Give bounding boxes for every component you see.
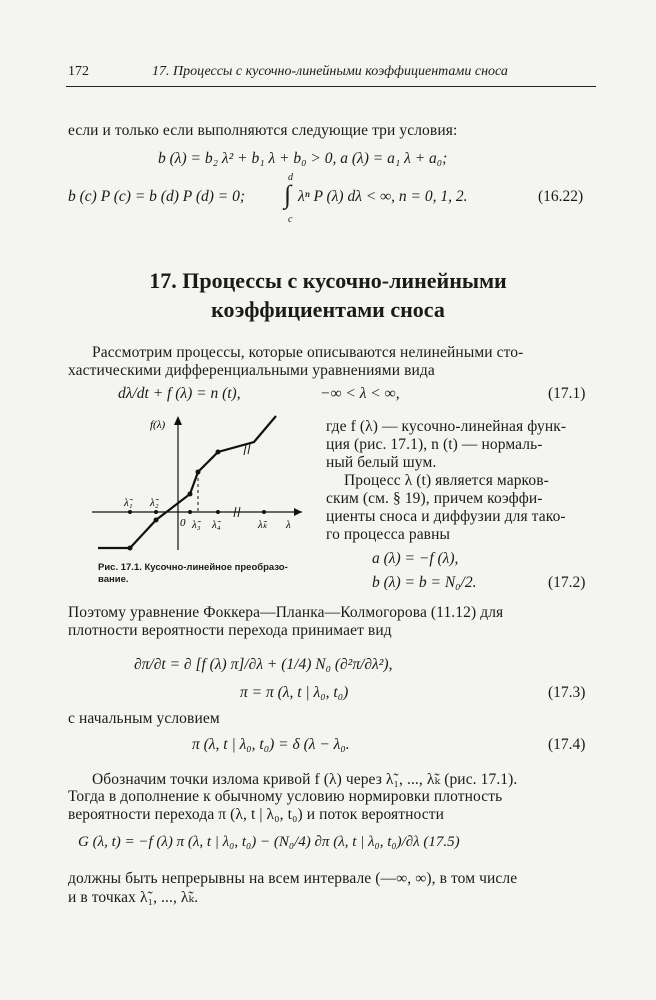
y-axis-arrow (174, 416, 182, 425)
side-text-line: ским (см. § 19), причем коэффи- (326, 490, 543, 507)
side-text-line: где f (λ) — кусочно-линейная функ- (326, 418, 567, 435)
header-rule (66, 86, 596, 87)
side-text-line: циенты сноса и диффузии для тако- (326, 508, 566, 525)
para2-line1: Поэтому уравнение Фоккера—Планка—Колмогорова (11.12) для (68, 604, 504, 621)
equation-17-1-range: −∞ < λ < ∞, (320, 385, 400, 402)
equation-number: (16.22) (538, 188, 584, 205)
figure-piecewise-linear (92, 414, 312, 554)
integral-sign: ∫ (284, 180, 292, 209)
page-number: 172 (68, 64, 89, 79)
running-title: 17. Процессы с кусочно-линейными коэффициентами сноса (152, 64, 508, 79)
equation-diffusion: b (λ) = b = N₀/2. (372, 574, 477, 591)
equation-number: (17.4) (548, 736, 586, 753)
breakpoint (196, 470, 201, 475)
equation-initial: π (λ, t | λ₀, t₀) = δ (λ − λ₀. (192, 736, 350, 753)
breakpoint (154, 518, 159, 523)
x-axis-label: λ (286, 519, 291, 531)
function-curve (98, 416, 276, 548)
figure-caption-line1: Рис. 17.1. Кусочно-линейное преобразо- (98, 562, 288, 573)
figure-caption-line2: вание. (98, 574, 129, 585)
equation-bc: b (c) P (c) = b (d) P (d) = 0; (68, 188, 246, 205)
axis-point (262, 510, 266, 514)
para4-line4: должны быть непрерывны на всем интервале (—∞, ∞), в том числе (68, 870, 518, 887)
breakpoint (216, 450, 221, 455)
para2-line2: плотности вероятности перехода принимает вид (68, 622, 392, 639)
para4-line2: Тогда в дополнение к обычному условию нормировки плотность (68, 788, 503, 805)
y-axis-label: f(λ) (150, 419, 166, 431)
breakpoint (188, 492, 193, 497)
point-label-k: λ̃ₖ (258, 519, 268, 531)
section-title-line1: 17. Процессы с кусочно-линейными (149, 268, 507, 293)
axis-point (128, 510, 132, 514)
integral-body: λⁿ P (λ) dλ < ∞, n = 0, 1, 2. (298, 188, 468, 205)
x-axis-arrow (294, 508, 302, 516)
point-label-2: λ̃₂ (150, 497, 159, 509)
side-text-line: ция (рис. 17.1), n (t) — нормаль- (326, 436, 543, 453)
equation-number: (17.1) (548, 385, 586, 402)
axis-point (154, 510, 158, 514)
equation-b-lambda: b (λ) = b₂ λ² + b₁ λ + b₀ > 0, a (λ) = a₁ λ + a₀; (158, 150, 448, 167)
equation-number: (17.2) (548, 574, 586, 591)
breakpoints (128, 450, 267, 551)
para1-line1: Рассмотрим процессы, которые описываются нелинейными сто- (92, 344, 524, 361)
para4-line5: и в точках λ̃₁, ..., λ̃ₖ. (68, 889, 199, 906)
equation-17-1: dλ/dt + f (λ) = n (t), (118, 385, 241, 402)
equation-number: (17.3) (548, 684, 586, 701)
side-text-line: Процесс λ (t) является марков- (344, 472, 549, 489)
section-title-line2: коэффициентами сноса (211, 297, 445, 322)
equation-drift: a (λ) = −f (λ), (372, 550, 459, 567)
axis-point (188, 510, 192, 514)
origin-label: 0 (180, 517, 186, 529)
point-label-1: λ̃₁ (124, 497, 133, 509)
axis-break-marks (234, 444, 250, 517)
side-text-line: ный белый шум. (326, 454, 437, 471)
point-label-4: λ̃₄ (212, 519, 221, 531)
axis-point (216, 510, 220, 514)
equation-fpk: ∂π/∂t = ∂ [f (λ) π]/∂λ + (1/4) N₀ (∂²π/∂λ²), (134, 656, 393, 673)
para3-line1: с начальным условием (68, 710, 220, 727)
equation-pi-def: π = π (λ, t | λ₀, t₀) (240, 684, 349, 701)
para1-line2: хастическими дифференциальными уравнениями вида (68, 362, 435, 379)
breakpoint (128, 546, 133, 551)
integral-lower-limit: c (288, 214, 293, 225)
side-text-line: го процесса равны (326, 526, 451, 543)
intro-line: если и только если выполняются следующие три условия: (68, 122, 458, 139)
point-label-3: λ̃₃ (192, 519, 201, 531)
integral-upper-limit: d (288, 172, 293, 183)
para4-line1: Обозначим точки излома кривой f (λ) через λ̃₁, ..., λ̃ₖ (рис. 17.1). (92, 771, 518, 788)
para4-line3: вероятности перехода π (λ, t | λ₀, t₀) и поток вероятности (68, 806, 445, 823)
equation-flux: G (λ, t) = −f (λ) π (λ, t | λ₀, t₀) − (N₀/4) ∂π (λ, t | λ₀, t₀)/∂λ (17.5) (78, 834, 460, 850)
